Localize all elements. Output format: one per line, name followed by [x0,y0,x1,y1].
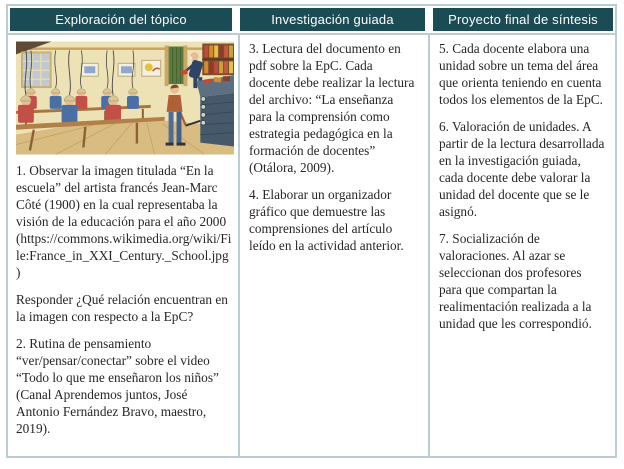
classroom-illustration [16,41,234,155]
table-header-row [8,6,615,35]
paragraph-lectura-documento: 3. Lectura del documento en pdf sobre la EpC. Cada docente debe realizar la lectura del archivo: “La enseñanza para la comprensión como estrategia pedagógica en la formación de docentes” (Otálora, 2009). [249,41,415,175]
paragraph-rutina-pensamiento: 2. Rutina de pensamiento “ver/pensar/conectar” sobre el video “Todo lo que me enseñaron los niños” (Canal Aprendemos juntos, José Antonio Fernández Bravo, maestro, 2019). [16,336,219,436]
bookshelf [202,44,234,76]
column-investigacion-guiada [238,35,428,456]
paragraph-valoracion-unidades: 6. Valoración de unidades. A partir de la lectura desarrollada en la investigación guiada, cada docente debe valorar la unidad del docente que se le asignó. [439,119,605,219]
column-header-proyecto-final: Proyecto final de síntesis [433,8,613,31]
paragraph-responder-pregunta: Responder ¿Qué relación encuentran en la imagen con respecto a la EpC? [16,292,228,324]
table-content-row [8,35,615,456]
epc-phases-table [6,4,617,458]
column-proyecto-final [428,35,615,456]
classroom-illustration-svg [16,41,234,155]
column-exploracion-del-topico [8,35,238,456]
paragraph-elaborar-unidad: 5. Cada docente elabora una unidad sobre un tema del área que orienta teniendo en cuenta todos los elementos de la EpC. [439,41,603,107]
paragraph-observar-imagen: 1. Observar la imagen titulada “En la escuela” del artista francés Jean-Marc Côté (1900) en la cual representaba la visión de la educación para el año 2000 (https://commons.wikimedia.org/wiki/File:France_in_XXI_Century._School.jpg) [16,163,232,280]
column-header-exploracion-del-topico: Exploración del tópico [10,8,232,31]
column-header-investigacion-guiada: Investigación guiada [240,8,425,31]
ceiling-rail [16,47,234,49]
paragraph-organizador-grafico: 4. Elaborar un organizador gráfico que demuestre las comprensiones del artículo leído en la actividad anterior. [249,187,404,253]
paragraph-socializacion-valoraciones: 7. Socialización de valoraciones. Al azar se seleccionan dos profesores para que compartan la realimentación realizada a la unidad que les correspondió. [439,231,592,331]
curtain [165,45,188,86]
